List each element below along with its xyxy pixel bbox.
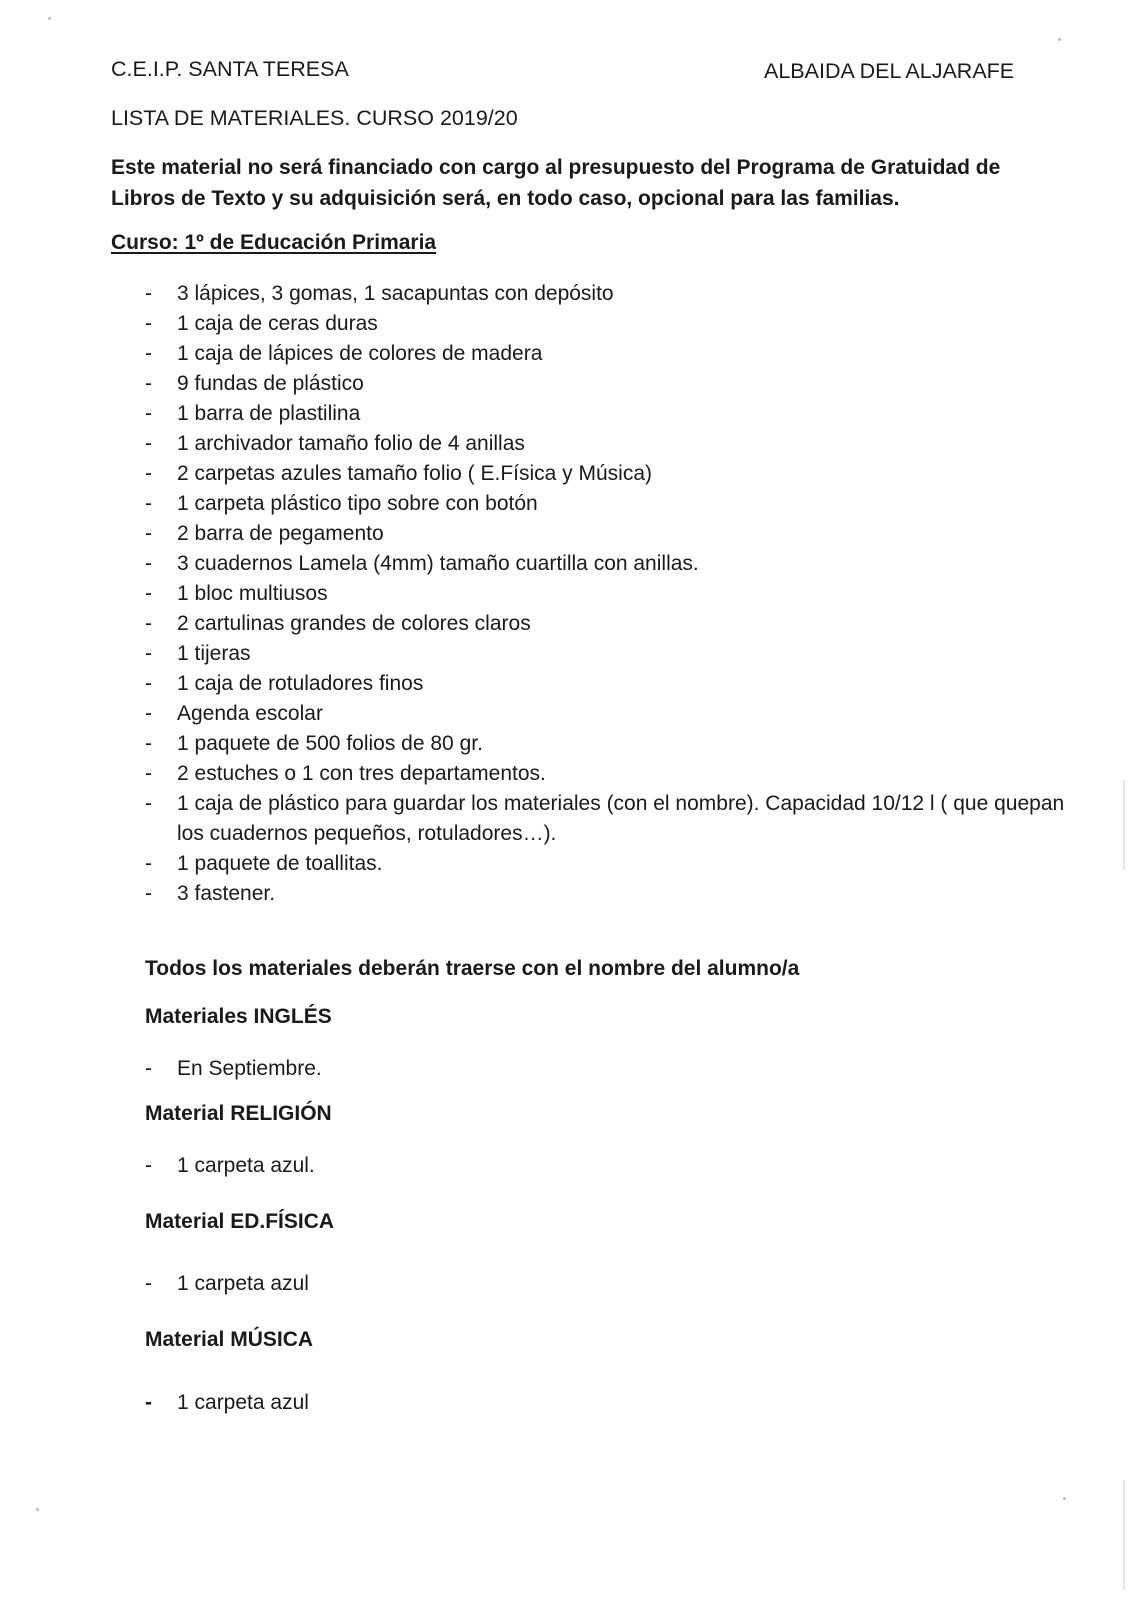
list-item-text: 9 fundas de plástico (177, 372, 364, 395)
list-dash: - (145, 792, 152, 815)
scan-speck (48, 17, 51, 20)
list-dash: - (145, 702, 152, 725)
list-dash: - (145, 1154, 152, 1177)
town-name: ALBAIDA DEL ALJARAFE (764, 59, 1015, 83)
course-heading: Curso: 1º de Educación Primaria (111, 231, 437, 254)
intro-paragraph: Este material no será financiado con cargo al presupuesto del Programa de Gratuidad de Libros de Texto y su adquisición será, en todo caso, opcional para las familias. (111, 156, 1001, 210)
list-dash: - (145, 582, 152, 605)
list-item-text: 1 carpeta azul (177, 1272, 309, 1295)
list-item-text: 1 caja de plástico para guardar los materiales (con el nombre). Capacidad 10/12 l ( que quepan los cuadernos pequeños, rotuladores…). (177, 792, 1065, 845)
list-dash: - (145, 492, 152, 515)
scan-speck (1063, 1497, 1066, 1500)
list-item-text: 1 paquete de 500 folios de 80 gr. (177, 732, 483, 755)
list-item-text: 2 cartulinas grandes de colores claros (177, 612, 531, 635)
list-dash: - (145, 432, 152, 455)
list-dash: - (145, 762, 152, 785)
list-dash: - (145, 552, 152, 575)
list-dash: - (145, 882, 152, 905)
section-title-religion: Material RELIGIÓN (145, 1102, 332, 1125)
list-item-text: 2 carpetas azules tamaño folio ( E.Física y Música) (177, 462, 653, 485)
list-item-text: 1 archivador tamaño folio de 4 anillas (177, 432, 525, 455)
list-item-text: 1 caja de lápices de colores de madera (177, 342, 543, 365)
scan-speck (1058, 38, 1061, 41)
list-item-text: 2 barra de pegamento (177, 522, 384, 545)
list-title: LISTA DE MATERIALES. CURSO 2019/20 (111, 106, 518, 130)
list-dash: - (145, 312, 152, 335)
list-dash: - (145, 282, 152, 305)
list-dash: - (145, 642, 152, 665)
list-item-text: 1 tijeras (177, 642, 251, 665)
name-note: Todos los materiales deberán traerse con el nombre del alumno/a (145, 957, 800, 980)
list-dash: - (145, 1272, 152, 1295)
section-title-ingles: Materiales INGLÉS (145, 1005, 332, 1028)
list-item-text: En Septiembre. (177, 1057, 322, 1080)
section-title-musica: Material MÚSICA (145, 1328, 314, 1351)
list-dash: - (145, 462, 152, 485)
list-item-text: 1 barra de plastilina (177, 402, 361, 425)
list-dash: - (145, 852, 152, 875)
list-item-text: Agenda escolar (177, 702, 323, 725)
school-name: C.E.I.P. SANTA TERESA (111, 57, 349, 81)
list-item-text: 1 caja de rotuladores finos (177, 672, 424, 695)
scan-edge-line (1123, 1480, 1125, 1590)
list-item-text: 1 carpeta azul (177, 1391, 309, 1414)
list-item-text: 1 caja de ceras duras (177, 312, 378, 335)
section-title-edfisica: Material ED.FÍSICA (145, 1210, 335, 1233)
list-dash: - (145, 732, 152, 755)
list-dash: - (145, 612, 152, 635)
list-item-text: 1 bloc multiusos (177, 582, 328, 605)
list-item-text: 2 estuches o 1 con tres departamentos. (177, 762, 546, 785)
list-item-text: 3 lápices, 3 gomas, 1 sacapuntas con depósito (177, 282, 614, 305)
list-dash: - (145, 372, 152, 395)
list-item-text: 3 fastener. (177, 882, 276, 905)
list-dash: - (145, 672, 152, 695)
scan-edge-line (1123, 780, 1125, 870)
list-item-text: 3 cuadernos Lamela (4mm) tamaño cuartilla con anillas. (177, 552, 699, 575)
list-dash: - (145, 1391, 152, 1414)
list-item-text: 1 carpeta azul. (177, 1154, 315, 1177)
list-dash: - (145, 342, 152, 365)
list-dash: - (145, 522, 152, 545)
scan-speck (36, 1508, 39, 1511)
list-item-text: 1 paquete de toallitas. (177, 852, 383, 875)
list-item-text: 1 carpeta plástico tipo sobre con botón (177, 492, 538, 515)
list-dash: - (145, 402, 152, 425)
list-dash: - (145, 1057, 152, 1080)
